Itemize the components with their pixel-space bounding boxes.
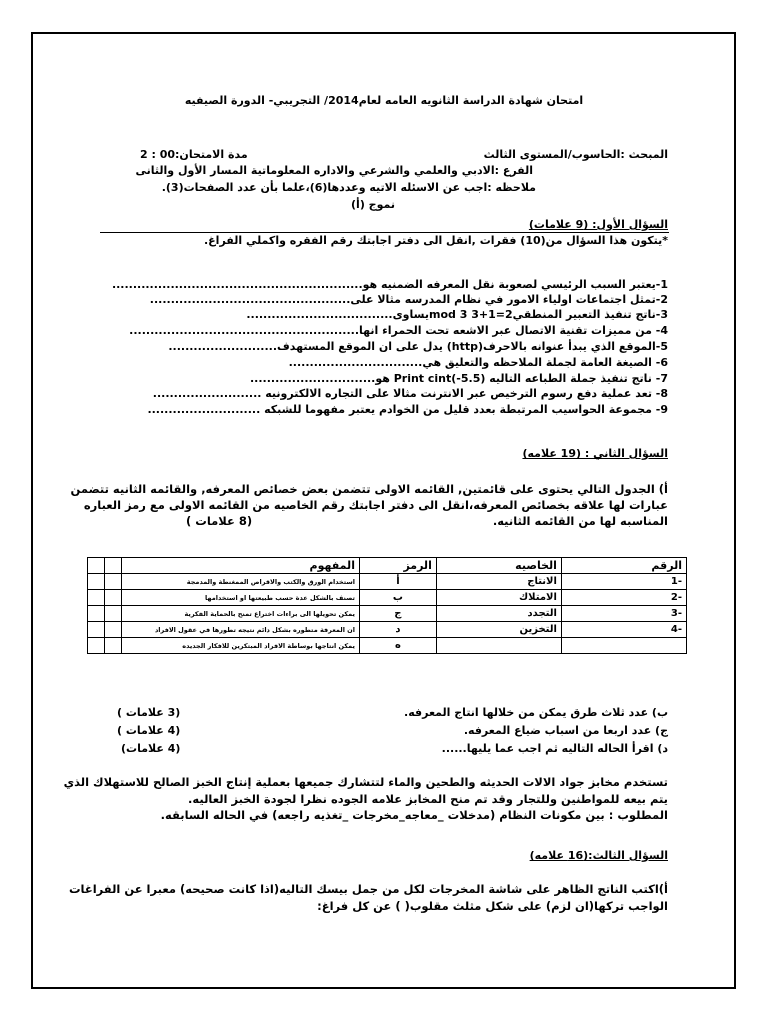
q2-part-b-marks: (3 علامات ) bbox=[117, 706, 181, 719]
subject-line: المبحث :الحاسوب/المستوى الثالث bbox=[483, 148, 668, 161]
q1-item: 8- تعد عملية دفع رسوم الترخيص عبر الانترنت مثالا على التجاره الالكترونيه .......................... bbox=[152, 387, 668, 400]
q1-heading: السؤال الأول: (9 علامات) bbox=[528, 218, 668, 231]
table-cell: يمكن انتاجها بوساطة الافراد المبتكرين للافكار الجديده bbox=[122, 638, 360, 654]
table-header-row bbox=[88, 558, 687, 574]
q2-part-d: د) اقرأ الحاله التاليه ثم اجب عما يليها...... bbox=[441, 742, 668, 755]
blank-cell bbox=[88, 558, 105, 574]
table-cell bbox=[561, 638, 686, 654]
q2-part-a-text: عبارات لها علاقه بخصائص المعرفه،انقل الى دفتر اجابتك رقم الخاصيه من القائمه الاولى مع رمز العباره bbox=[83, 498, 668, 512]
q1-item: 4- من مميزات تقنية الاتصال عبر الاشعه تحت الحمراء انها....................................................... bbox=[129, 324, 668, 337]
q2-heading: السؤال الثاني : (19 علامه) bbox=[522, 447, 668, 460]
q3-heading: السؤال الثالث:(16 علامه) bbox=[529, 849, 668, 862]
model-label: نموج (أ) bbox=[351, 198, 395, 211]
q1-item: 9- مجموعة الحواسيب المرتبطة بعدد قليل من الخوادم يعتبر مفهوما للشبكه ........................... bbox=[147, 403, 668, 416]
blank-cell bbox=[88, 622, 105, 638]
q1-item: 5-الموقع الذي يبدأ عنوانه بالاحرف(http) يدل على ان الموقع المستهدف.......................... bbox=[168, 340, 668, 353]
table-cell: أ bbox=[359, 574, 436, 590]
q2-part-a-marks: (8 علامات ) bbox=[186, 514, 253, 528]
blank-cell bbox=[105, 606, 122, 622]
blank-cell bbox=[105, 638, 122, 654]
q2-case-text: يتم بيعه للمواطنين وللتجار وقد تم منح المخابز علامه الجوده نظرا لجودة الخبز العاليه. bbox=[188, 792, 668, 806]
table-cell: -3 bbox=[561, 606, 686, 622]
q1-item: 1-يعتبر السبب الرئيسي لصعوبة نقل المعرفه الضمنيه هو............................................................ bbox=[111, 278, 668, 291]
table-cell: الانتاج bbox=[436, 574, 561, 590]
divider bbox=[100, 232, 669, 233]
blank-cell bbox=[88, 606, 105, 622]
q3-part-a-text: الواجب تركها(ان لزم) على شكل مثلث مقلوب( ) عن كل فراغ: bbox=[317, 899, 668, 913]
q2-part-a-text: المناسبه لها من القائمه الثانيه. bbox=[492, 514, 668, 528]
table-cell: ج bbox=[359, 606, 436, 622]
blank-cell bbox=[88, 574, 105, 590]
q2-part-a-text: أ) الجدول التالي يحتوى على قائمتين, القائمه الاولى تتضمن بعض خصائص المعرفه, والقائمه الثانيه تتضمن bbox=[70, 482, 668, 496]
q1-item: 7- ناتج تنفيذ جملة الطباعه التاليه Print cint(-5.5) هو.............................. bbox=[250, 372, 668, 385]
table-cell: الامتلاك bbox=[436, 590, 561, 606]
blank-cell bbox=[88, 590, 105, 606]
table-cell: التخزين bbox=[436, 622, 561, 638]
q2-case-text: تستخدم مخابز جواد الالات الحديثه والطحين والماء لتتشارك جميعها بعملية إنتاج الخبز الصالح للاستهلاك الذي bbox=[63, 775, 668, 789]
blank-cell bbox=[105, 558, 122, 574]
q1-item: 2-تمثل اجتماعات اولياء الامور في نظام المدرسه مثالا على................................................ bbox=[149, 293, 668, 306]
table-row bbox=[88, 590, 687, 606]
q1-intro: *يتكون هذا السؤال من(10) فقرات ,انقل الى دفتر اجابتك رقم الفقره واكملي الفراغ. bbox=[203, 234, 668, 247]
q2-part-c: ج) عدد اربعا من اسباب ضياع المعرفه. bbox=[463, 724, 668, 737]
column-header-number: الرقم bbox=[561, 558, 686, 574]
table-row bbox=[88, 574, 687, 590]
column-header-concept: المفهوم bbox=[122, 558, 360, 574]
table-cell bbox=[436, 638, 561, 654]
column-header-symbol: الرمز bbox=[359, 558, 436, 574]
table-cell: يمكن تحويلها الى براءات اختراع تمنح بالحماية الفكرية bbox=[122, 606, 360, 622]
table-cell: استخدام الورق والكتب والاقراص الممغنطة والمدمجة bbox=[122, 574, 360, 590]
q2-part-c-marks: (4 علامات ) bbox=[117, 724, 181, 737]
blank-cell bbox=[105, 574, 122, 590]
table-cell: التجدد bbox=[436, 606, 561, 622]
q1-item: 3-ناتج تنفيذ التعبير المنطقي2=1+3 mod 3يساوى................................... bbox=[246, 308, 668, 321]
table-row bbox=[88, 638, 687, 654]
column-header-property: الخاصيه bbox=[436, 558, 561, 574]
exam-title: امتحان شهادة الدراسة الثانويه العامه لعام2014/ التجريبي- الدورة الصيفيه bbox=[184, 94, 584, 107]
exam-duration: مدة الامتحان:00 : 2 bbox=[140, 148, 248, 161]
table-cell: تصنف بالشكل عدة حسب طبيعتها او استخدامها bbox=[122, 590, 360, 606]
branches-line: الفرع :الادبي والعلمي والشرعي والاداره المعلوماتية المسار الأول والثانى bbox=[135, 164, 533, 177]
note-line: ملاحظه :اجب عن الاسئله الاتيه وعددها(6)،علما بأن عدد الصفحات(3). bbox=[161, 181, 536, 194]
q1-item: 6- الصيغة العامة لجملة الملاحظه والتعليق هي................................ bbox=[288, 356, 668, 369]
blank-cell bbox=[105, 590, 122, 606]
q2-part-b: ب) عدد ثلاث طرق يمكن من خلالها انتاج المعرفه. bbox=[404, 706, 668, 719]
q2-case-requirement: المطلوب : بين مكونات النظام (مدخلات _معاجه_مخرجات _تغذيه راجعه) في الحاله السابقه. bbox=[160, 808, 668, 822]
table-cell: -1 bbox=[561, 574, 686, 590]
table-cell: ب bbox=[359, 590, 436, 606]
table-cell: ه bbox=[359, 638, 436, 654]
table-cell: -4 bbox=[561, 622, 686, 638]
blank-cell bbox=[88, 638, 105, 654]
knowledge-properties-table bbox=[87, 557, 687, 654]
q3-part-a-text: أ)اكتب الناتج الظاهر على شاشة المخرجات لكل من جمل بيسك التاليه(اذا كانت صحيحه) معبرا عن الفراغات bbox=[68, 882, 668, 896]
table-cell: ان المعرفة متطوره بشكل دائم نتيجه تطورها في عقول الافراد bbox=[122, 622, 360, 638]
q2-part-d-marks: (4 علامات) bbox=[121, 742, 181, 755]
table-row bbox=[88, 622, 687, 638]
blank-cell bbox=[105, 622, 122, 638]
table-cell: -2 bbox=[561, 590, 686, 606]
table-cell: د bbox=[359, 622, 436, 638]
table-row bbox=[88, 606, 687, 622]
